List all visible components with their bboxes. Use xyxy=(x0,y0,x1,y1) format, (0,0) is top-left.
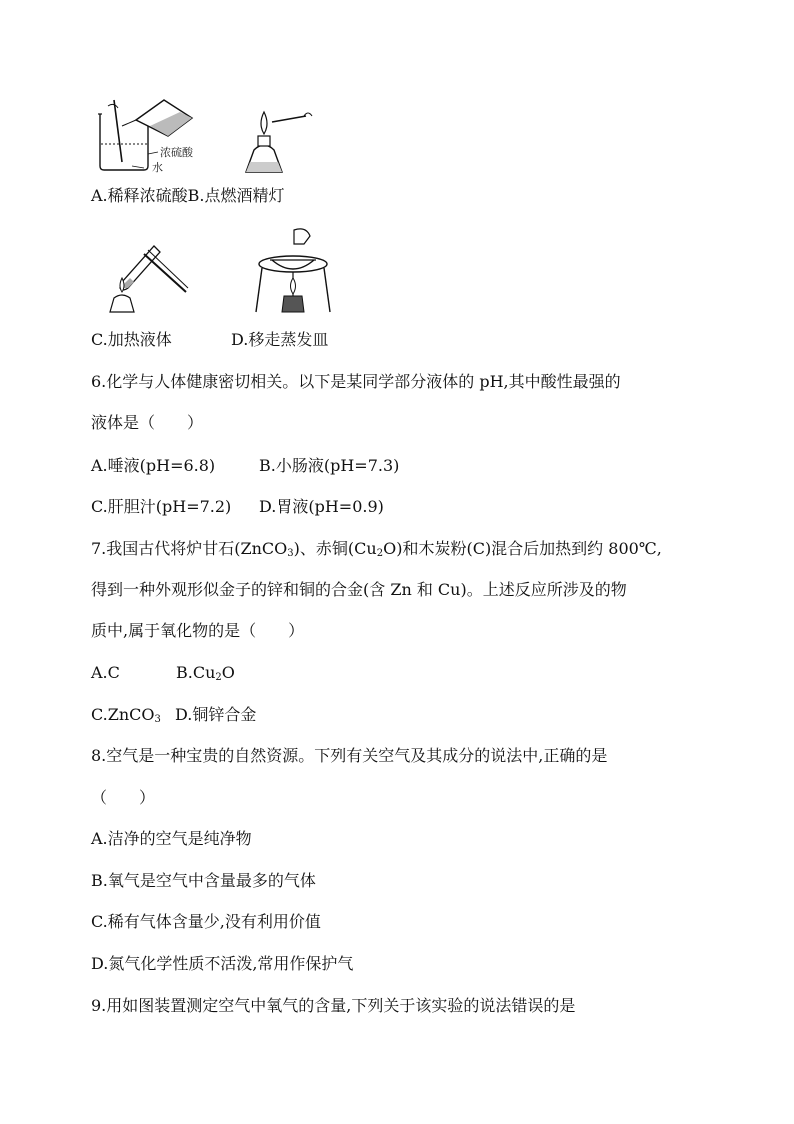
figure-dilute-acid xyxy=(92,96,222,176)
q8-option-c: C.稀有气体含量少,没有利用价值 xyxy=(91,912,321,931)
q8-stem-line1: 8.空气是一种宝贵的自然资源。下列有关空气及其成分的说法中,正确的是 xyxy=(91,746,608,765)
q5-option-d: D.移走蒸发皿 xyxy=(231,330,329,349)
q6-stem-line2: 液体是（ ） xyxy=(91,413,204,432)
q8-option-a: A.洁净的空气是纯净物 xyxy=(91,829,252,848)
water-label: 水 xyxy=(152,161,163,174)
q7-option-b: $B.Cu_2O$ xyxy=(176,663,235,683)
q8-option-d: D.氮气化学性质不活泼,常用作保护气 xyxy=(91,954,354,973)
q6-option-b: B.小肠液(pH=7.3) xyxy=(259,456,400,475)
figure-alcohol-lamp xyxy=(236,100,316,178)
q8-stem-line2: （ ） xyxy=(91,788,156,807)
q8-option-b: B.氧气是空气中含量最多的气体 xyxy=(91,871,316,890)
q9-stem-line1: 9.用如图装置测定空气中氧气的含量,下列关于该实验的说法错误的是 xyxy=(91,996,576,1015)
q7-stem-line2: 得到一种外观形似金子的锌和铜的合金(含 Zn 和 Cu)。上述反应所涉及的物 xyxy=(91,580,627,599)
acid-label: 浓硫酸 xyxy=(160,146,193,159)
figure-heating-liquid xyxy=(102,232,192,314)
q7-option-a: A.C xyxy=(91,663,120,682)
q5-option-c: C.加热液体 xyxy=(91,330,172,349)
q6-option-a: A.唾液(pH=6.8) xyxy=(91,456,216,475)
q6-stem-line1: 6.化学与人体健康密切相关。以下是某同学部分液体的 pH,其中酸性最强的 xyxy=(91,372,621,391)
q7-option-d: D.铜锌合金 xyxy=(175,705,257,724)
figure-evaporating-dish xyxy=(248,226,338,316)
q6-option-d: D.胃液(pH=0.9) xyxy=(259,497,384,516)
q5-options-ab: A.稀释浓硫酸B.点燃酒精灯 xyxy=(91,186,285,205)
q7-option-c: C.ZnCO$_3$ xyxy=(91,705,161,725)
q7-stem-line1: 7.我国古代将炉甘石(ZnCO$_3$)、赤铜$(Cu_2O)$和木炭粉(C)混合后加热到约 800℃, xyxy=(91,539,662,559)
q6-option-c: C.肝胆汁(pH=7.2) xyxy=(91,497,232,516)
q7-stem-line3: 质中,属于氧化物的是（ ） xyxy=(91,621,305,640)
